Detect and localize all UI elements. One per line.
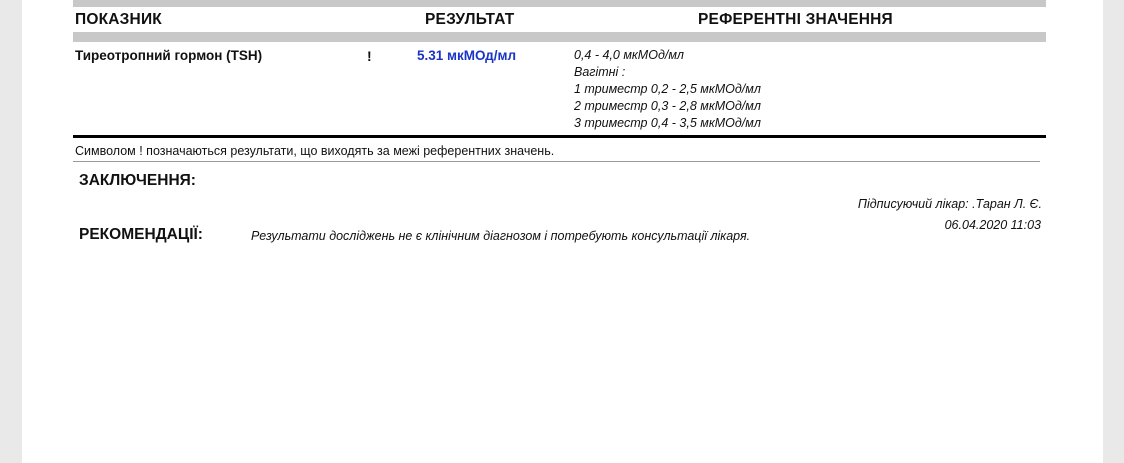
footnote-divider xyxy=(73,161,1040,162)
reference-line: 3 триместр 0,4 - 3,5 мкМОд/мл xyxy=(574,116,761,130)
reference-values xyxy=(574,47,761,132)
header-reference: РЕФЕРЕНТНІ ЗНАЧЕННЯ xyxy=(698,11,893,28)
test-name: Тиреотропний гормон (TSH) xyxy=(75,48,263,63)
table-bottom-rule xyxy=(73,135,1046,138)
reference-line: 1 триместр 0,2 - 2,5 мкМОд/мл xyxy=(574,82,761,96)
signature-datetime: 06.04.2020 11:03 xyxy=(944,218,1041,232)
conclusion-label: ЗАКЛЮЧЕННЯ: xyxy=(79,172,196,189)
footnote: Символом ! позначаються результати, що виходять за межі референтних значень. xyxy=(75,144,555,158)
signing-doctor: Підписуючий лікар: .Таран Л. Є. xyxy=(857,197,1042,211)
recommendations-label: РЕКОМЕНДАЦІЇ: xyxy=(79,226,203,243)
header-bottom-bar xyxy=(73,32,1046,42)
recommendations-text: Результати досліджень не є клінічним діагнозом і потребують консультації лікаря. xyxy=(251,229,751,243)
header-top-bar xyxy=(73,0,1046,7)
report-page xyxy=(22,0,1103,463)
test-result: 5.31 мкМОд/мл xyxy=(417,48,517,63)
out-of-range-flag: ! xyxy=(367,48,372,64)
reference-line: 2 триместр 0,3 - 2,8 мкМОд/мл xyxy=(574,99,761,113)
header-indicator: ПОКАЗНИК xyxy=(75,11,162,28)
reference-line: 0,4 - 4,0 мкМОд/мл xyxy=(574,48,684,62)
header-result: РЕЗУЛЬТАТ xyxy=(425,11,515,28)
reference-line: Вагітні : xyxy=(574,65,626,79)
